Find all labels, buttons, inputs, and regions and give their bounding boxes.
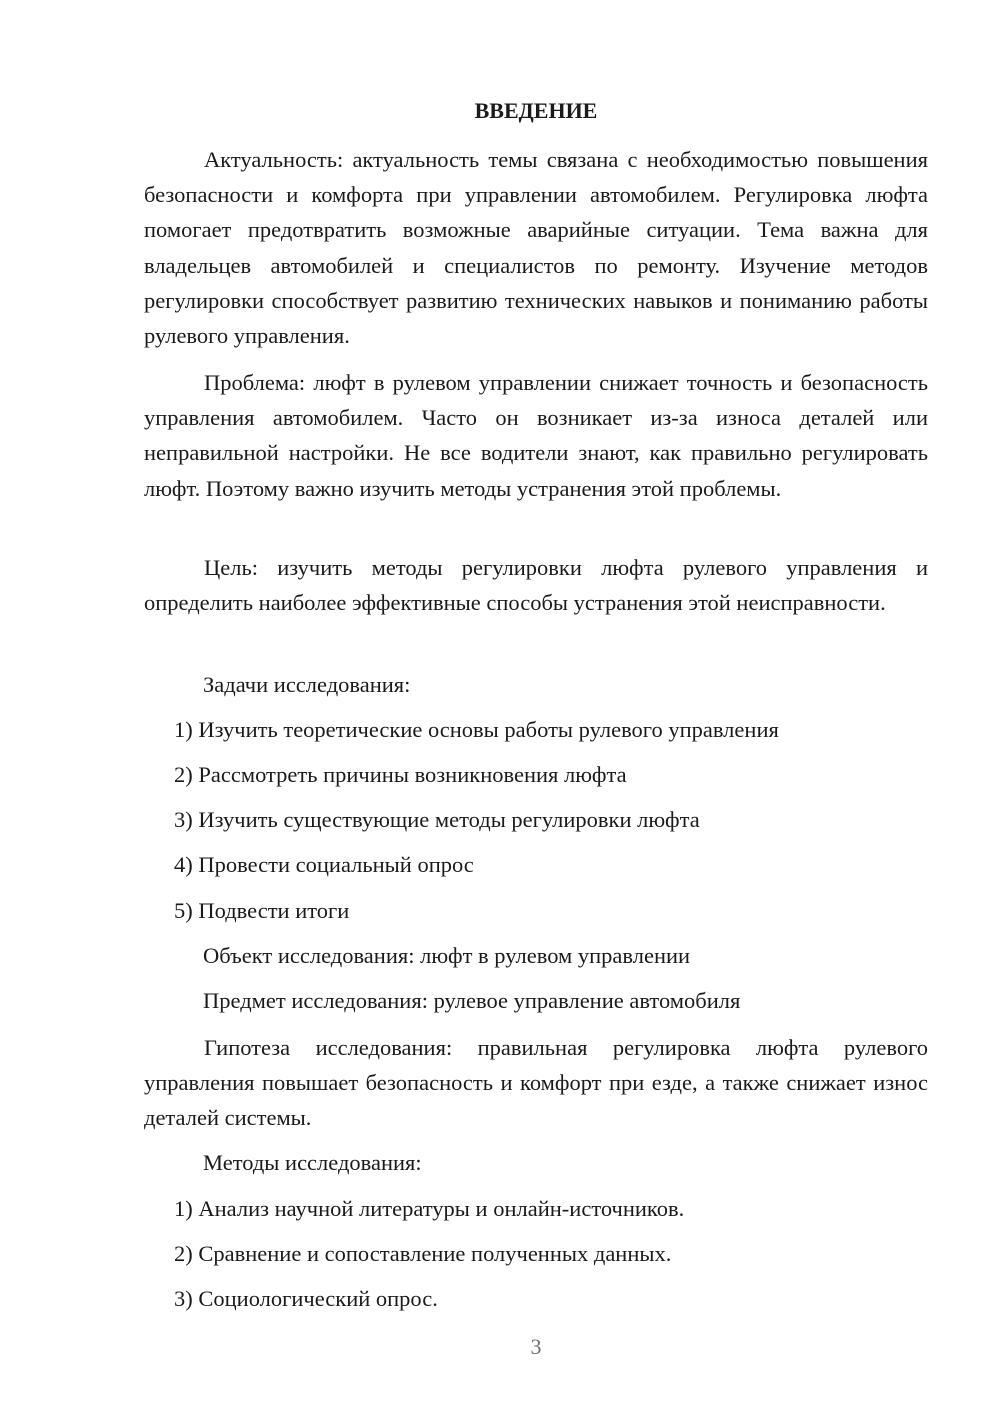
research-subject: Предмет исследования: рулевое управление автомобиля xyxy=(203,988,741,1013)
task-item: 1) Изучить теоретические основы работы рулевого управления xyxy=(174,717,779,742)
method-item: 3) Социологический опрос. xyxy=(174,1286,438,1311)
task-item: 5) Подвести итоги xyxy=(174,898,350,923)
methods-title: Методы исследования: xyxy=(203,1150,422,1175)
method-item: 2) Сравнение и сопоставление полученных данных. xyxy=(174,1241,672,1266)
goal-paragraph: Цель: изучить методы регулировки люфта рулевого управления и определить наиболее эффективные способы устранения этой неисправности. xyxy=(144,555,928,616)
task-item: 3) Изучить существующие методы регулировки люфта xyxy=(174,807,700,832)
section-heading: ВВЕДЕНИЕ xyxy=(474,98,598,123)
relevance-paragraph: Актуальность: актуальность темы связана с необходимостью повышения безопасности и комфорта при управлении автомобилем. Регулировка люфта помогает предотвратить возможные аварийные ситуации. Тема важна для владельцев автомобилей и специалистов по ремонту. Изучение методов регулировки способствует развитию технических навыков и пониманию работы рулевого управления. xyxy=(144,147,928,349)
problem-paragraph: Проблема: люфт в рулевом управлении снижает точность и безопасность управления автомобилем. Часто он возникает из-за износа деталей или неправильной настройки. Не все водители знают, как правильно регулировать люфт. Поэтому важно изучить методы устранения этой проблемы. xyxy=(144,370,928,501)
method-item: 1) Анализ научной литературы и онлайн-источников. xyxy=(174,1196,685,1221)
research-object: Объект исследования: люфт в рулевом управлении xyxy=(203,943,691,968)
tasks-title: Задачи исследования: xyxy=(203,672,411,697)
hypothesis-paragraph: Гипотеза исследования: правильная регулировка люфта рулевого управления повышает безопасность и комфорт при езде, а также снижает износ деталей системы. xyxy=(144,1035,928,1131)
task-item: 2) Рассмотреть причины возникновения люфта xyxy=(174,762,627,787)
page-number: 3 xyxy=(530,1334,542,1359)
task-item: 4) Провести социальный опрос xyxy=(174,852,474,877)
